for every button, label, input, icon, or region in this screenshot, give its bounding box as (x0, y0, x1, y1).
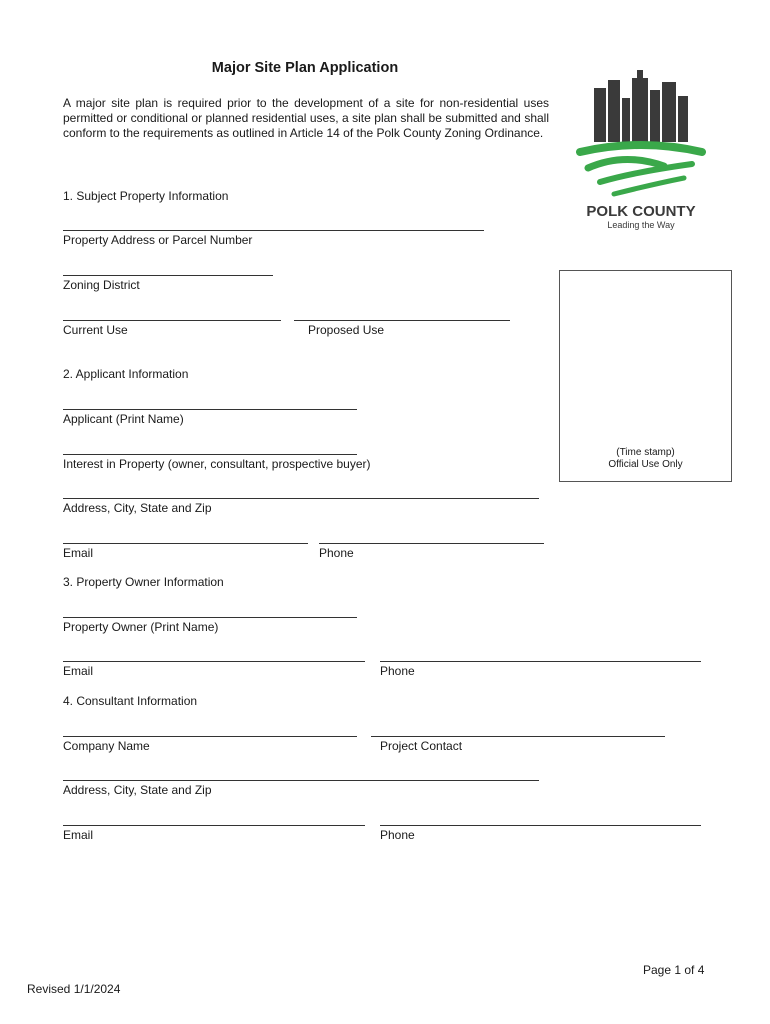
logo-tagline: Leading the Way (607, 220, 675, 230)
page-number: Page 1 of 4 (643, 963, 705, 977)
project-contact-input[interactable] (371, 736, 665, 737)
owner-phone-label: Phone (380, 664, 415, 678)
owner-email-input[interactable] (63, 661, 365, 662)
section-property-owner: 3. Property Owner Information (63, 575, 224, 589)
consultant-phone-label: Phone (380, 828, 415, 842)
time-stamp-label: (Time stamp) (616, 447, 675, 458)
section-consultant: 4. Consultant Information (63, 694, 198, 708)
applicant-phone-input[interactable] (319, 543, 544, 544)
property-address-input[interactable] (63, 230, 484, 231)
consultant-email-label: Email (63, 828, 94, 842)
section-applicant: 2. Applicant Information (63, 367, 189, 381)
zoning-district-label: Zoning District (63, 278, 140, 292)
zoning-district-input[interactable] (63, 275, 273, 276)
applicant-address-label: Address, City, State and Zip (63, 501, 212, 515)
owner-name-label: Property Owner (Print Name) (63, 620, 219, 634)
project-contact-label: Project Contact (380, 739, 463, 753)
owner-name-input[interactable] (63, 617, 357, 618)
proposed-use-input[interactable] (294, 320, 510, 321)
consultant-phone-input[interactable] (380, 825, 701, 826)
skyline-icon (594, 70, 688, 142)
page-title: Major Site Plan Application (211, 60, 399, 76)
proposed-use-label: Proposed Use (308, 323, 385, 337)
official-use-label: Official Use Only (608, 459, 683, 470)
company-name-input[interactable] (63, 736, 357, 737)
property-address-label: Property Address or Parcel Number (63, 233, 253, 247)
applicant-email-label: Email (63, 546, 94, 560)
current-use-input[interactable] (63, 320, 281, 321)
logo-name: POLK COUNTY (586, 203, 696, 220)
owner-email-label: Email (63, 664, 94, 678)
company-name-label: Company Name (63, 739, 150, 753)
applicant-name-label: Applicant (Print Name) (63, 412, 184, 426)
applicant-name-input[interactable] (63, 409, 357, 410)
owner-phone-input[interactable] (380, 661, 701, 662)
current-use-label: Current Use (63, 323, 128, 337)
consultant-address-label: Address, City, State and Zip (63, 783, 212, 797)
consultant-address-input[interactable] (63, 780, 539, 781)
applicant-email-input[interactable] (63, 543, 308, 544)
intro-paragraph: A major site plan is required prior to the development of a site for non-residential uses permitted or conditional or planned residential uses, a site plan shall be submitted and shall conform to the requirements as outlined in Article 14 of the Polk County Zoning Ordinance. (63, 96, 549, 140)
section-subject-property: 1. Subject Property Information (63, 189, 229, 203)
interest-label: Interest in Property (owner, consultant, prospective buyer) (63, 457, 371, 471)
applicant-address-input[interactable] (63, 498, 539, 499)
interest-input[interactable] (63, 454, 357, 455)
polk-county-logo (574, 68, 708, 233)
fields-icon (580, 145, 702, 194)
applicant-phone-label: Phone (319, 546, 354, 560)
revised-date: Revised 1/1/2024 (27, 982, 121, 996)
consultant-email-input[interactable] (63, 825, 365, 826)
